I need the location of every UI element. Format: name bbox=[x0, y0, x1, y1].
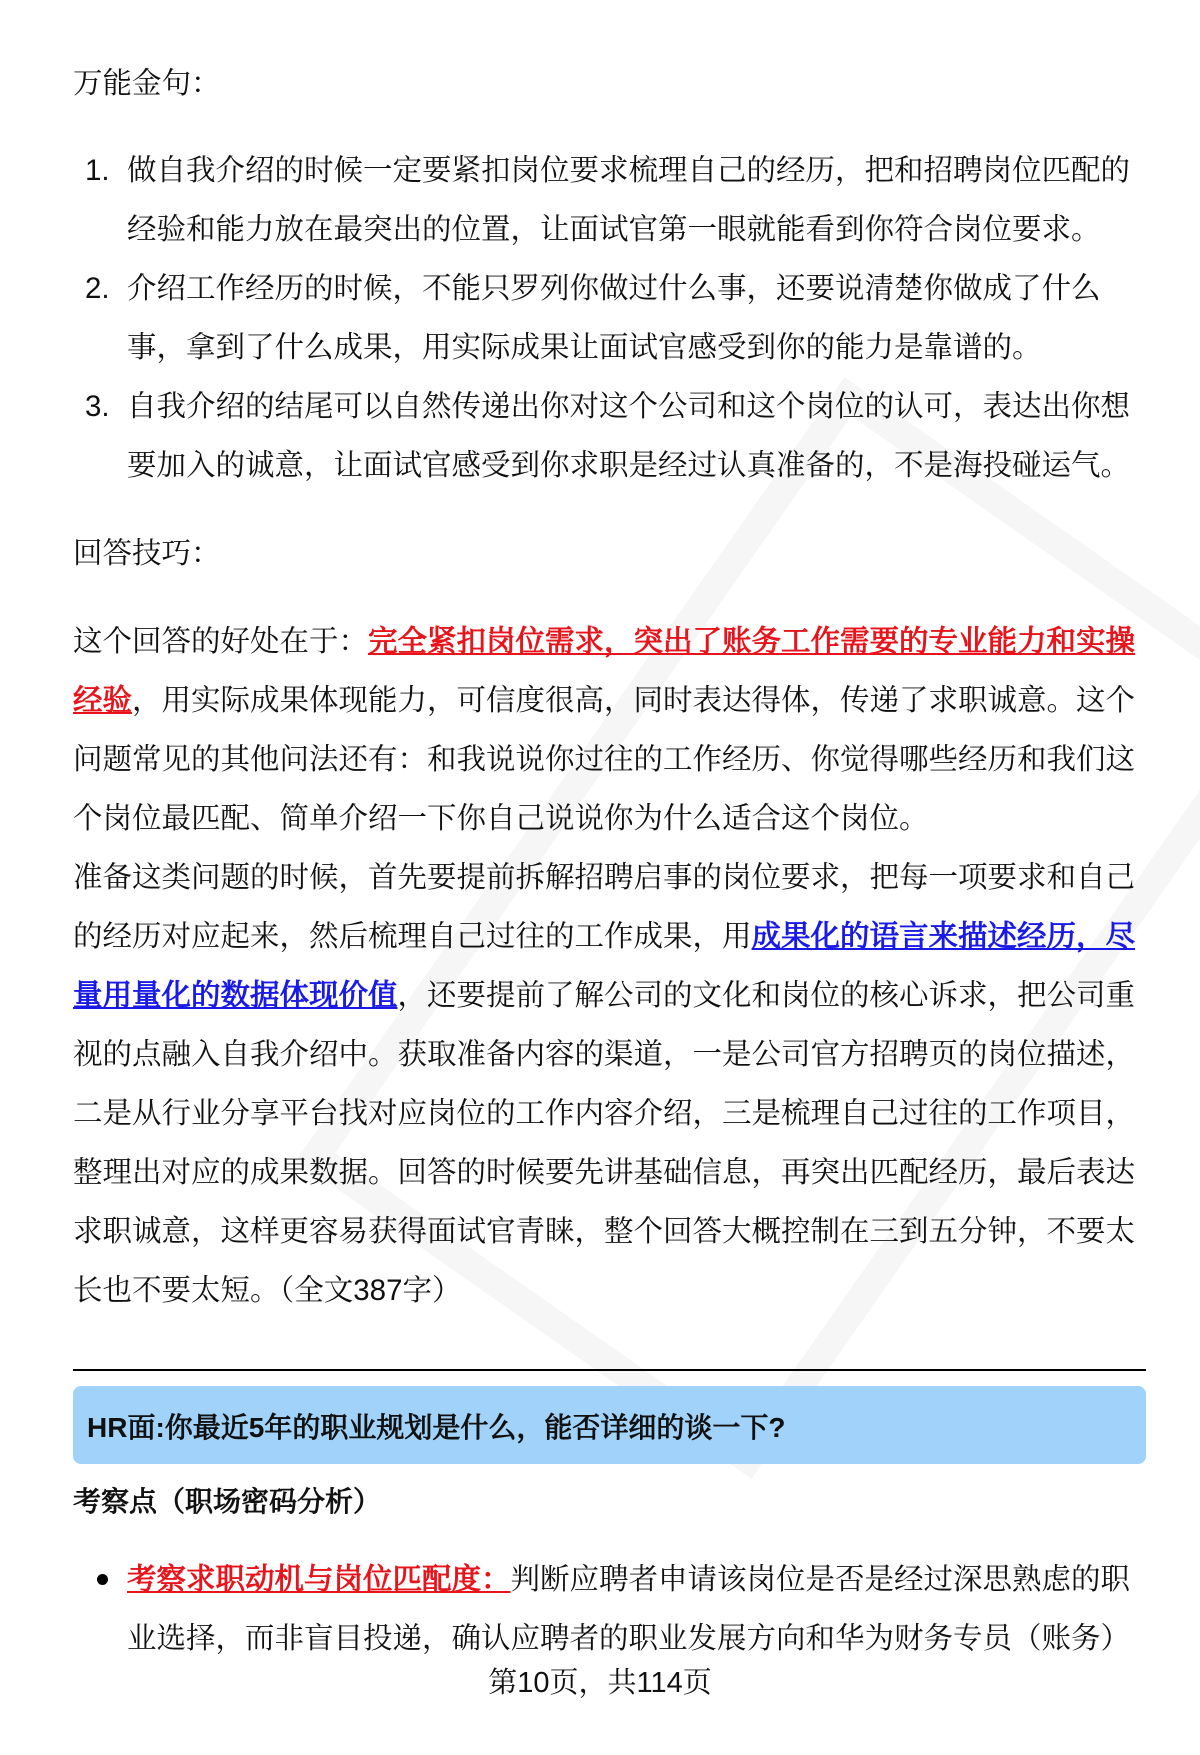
bullet-icon bbox=[97, 1574, 108, 1585]
list-text: 介绍工作经历的时候，不能只罗列你做过什么事，还要说清楚你做成了什么事，拿到了什么成果，用实际成果让面试官感受到你的能力是靠谱的。 bbox=[127, 272, 1101, 364]
highlight-red: 完全紧扣岗位需求，突出了账务工作需要的专业能力和实操经验 bbox=[73, 625, 1136, 717]
highlight-red: 考察求职动机与岗位匹配度： bbox=[127, 1563, 511, 1596]
list-item bbox=[73, 141, 1137, 259]
question-banner bbox=[73, 1386, 1146, 1464]
paragraph bbox=[73, 612, 1137, 848]
page-footer: 第10页，共114页 bbox=[488, 1667, 712, 1699]
list-text: 自我介绍的结尾可以自然传递出你对这个公司和这个岗位的认可，表达出你想要加入的诚意，让面试官感受到你求职是经过认真准备的，不是海投碰运气。 bbox=[127, 390, 1131, 482]
analysis-heading: 考察点（职场密码分析） bbox=[73, 1486, 382, 1517]
text: ，用实际成果体现能力，可信度很高，同时表达得体，传递了求职诚意。这个问题常见的其他问法还有：和我说说你过往的工作经历、你觉得哪些经历和我们这个岗位最匹配、简单介绍一下你自己说说你为什么适合这个岗位。 bbox=[73, 684, 1136, 835]
highlight-blue: 成果化的语言来描述经历，尽量用量化的数据体现价值 bbox=[73, 920, 1136, 1012]
text: 这个回答的好处在于： bbox=[73, 625, 369, 658]
list-number: 3. bbox=[85, 390, 110, 423]
text: 判断应聘者申请该岗位是否是经过深思熟虑的职业选择，而非盲目投递，确认应聘者的职业发展方向和华为财务专员（账务） bbox=[127, 1563, 1131, 1655]
question-title: HR面:你最近5年的职业规划是什么，能否详细的谈一下? bbox=[87, 1412, 786, 1443]
list-item bbox=[73, 377, 1137, 495]
golden-sentences-list bbox=[73, 141, 1137, 495]
bullet-item bbox=[127, 1550, 1137, 1668]
list-number: 2. bbox=[85, 272, 110, 305]
section-heading-answer-tips: 回答技巧： bbox=[73, 537, 221, 570]
text: ，还要提前了解公司的文化和岗位的核心诉求，把公司重视的点融入自我介绍中。获取准备内容的渠道，一是公司官方招聘页的岗位描述，二是从行业分享平台找对应岗位的工作内容介绍，三是梳理自己过往的工作项目，整理出对应的成果数据。回答的时候要先讲基础信息，再突出匹配经历，最后表达求职诚意，这样更容易获得面试官青睐，整个回答大概控制在三到五分钟，不要太长也不要太短。（全文387字） bbox=[73, 979, 1136, 1307]
text: 准备这类问题的时候，首先要提前拆解招聘启事的岗位要求，把每一项要求和自己的经历对应起来，然后梳理自己过往的工作成果，用 bbox=[73, 861, 1136, 953]
paragraph bbox=[73, 848, 1137, 1320]
list-number: 1. bbox=[85, 154, 110, 187]
answer-tips-body bbox=[73, 612, 1137, 1320]
list-text: 做自我介绍的时候一定要紧扣岗位要求梳理自己的经历，把和招聘岗位匹配的经验和能力放在最突出的位置，让面试官第一眼就能看到你符合岗位要求。 bbox=[127, 154, 1131, 246]
divider bbox=[73, 1369, 1146, 1371]
section-heading-golden-sentences: 万能金句： bbox=[73, 67, 221, 100]
list-item bbox=[73, 259, 1137, 377]
